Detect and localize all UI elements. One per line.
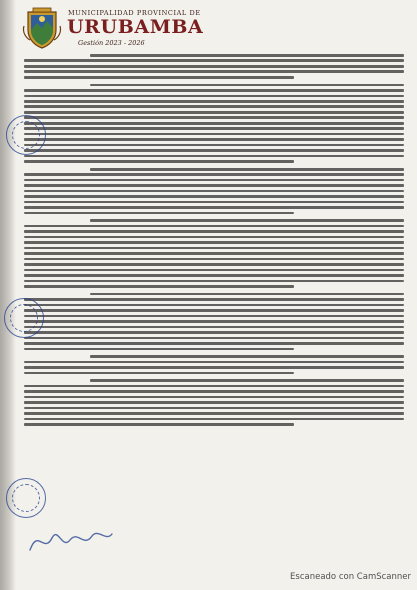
text-line	[24, 315, 404, 318]
municipal-coat-of-arms-icon	[20, 6, 64, 50]
text-line	[24, 179, 404, 182]
text-line	[24, 337, 404, 340]
text-line	[24, 269, 404, 272]
text-line	[24, 65, 404, 68]
text-line	[24, 241, 404, 244]
text-line	[24, 326, 404, 329]
text-line	[24, 331, 404, 334]
text-line	[90, 168, 404, 171]
text-line	[24, 225, 404, 228]
handwritten-signature	[26, 520, 116, 560]
text-line	[24, 160, 294, 163]
letterhead	[20, 6, 280, 52]
text-line	[24, 263, 404, 266]
body-paragraph	[24, 168, 404, 214]
text-line	[24, 230, 404, 233]
official-stamp	[6, 478, 46, 518]
official-stamp	[4, 298, 44, 338]
official-stamp	[6, 115, 46, 155]
text-line	[24, 201, 404, 204]
body-paragraph	[24, 54, 404, 79]
text-line	[24, 122, 404, 125]
text-line	[24, 89, 404, 92]
text-line	[24, 320, 404, 323]
institution-name: URUBAMBA	[67, 16, 204, 38]
institution-label: MUNICIPALIDAD PROVINCIAL DE	[68, 9, 201, 17]
text-line	[24, 258, 404, 261]
text-line	[90, 355, 404, 358]
text-line	[24, 59, 404, 62]
text-line	[24, 252, 404, 255]
text-line	[24, 401, 404, 404]
text-line	[24, 127, 404, 130]
text-line	[24, 304, 404, 307]
text-line	[24, 366, 404, 369]
text-line	[24, 236, 404, 239]
text-line	[24, 111, 404, 114]
text-line	[24, 298, 404, 301]
text-line	[24, 212, 294, 215]
text-line	[90, 84, 404, 87]
text-line	[24, 144, 404, 147]
text-line	[24, 195, 404, 198]
text-line	[24, 407, 404, 410]
text-line	[24, 274, 404, 277]
text-line	[24, 100, 404, 103]
text-line	[24, 385, 404, 388]
text-line	[24, 70, 404, 73]
body-paragraph	[24, 293, 404, 350]
text-line	[24, 190, 404, 193]
text-line	[24, 247, 404, 250]
text-line	[24, 105, 404, 108]
text-line	[24, 76, 294, 79]
text-line	[24, 412, 404, 415]
text-line	[90, 54, 404, 57]
text-line	[24, 280, 404, 283]
text-line	[24, 342, 404, 345]
body-paragraph	[24, 355, 404, 374]
text-line	[90, 219, 404, 222]
text-line	[24, 396, 404, 399]
text-line	[24, 155, 404, 158]
text-line	[24, 372, 294, 375]
text-line	[24, 133, 404, 136]
body-paragraph	[24, 379, 404, 425]
text-line	[24, 138, 404, 141]
text-line	[90, 379, 404, 382]
text-line	[24, 390, 404, 393]
text-line	[24, 361, 404, 364]
body-paragraph	[24, 219, 404, 287]
text-line	[24, 184, 404, 187]
administration-term: Gestión 2023 - 2026	[78, 39, 145, 47]
scanner-watermark: Escaneado con CamScanner	[290, 572, 411, 582]
text-line	[24, 348, 294, 351]
text-line	[24, 285, 294, 288]
text-line	[24, 423, 294, 426]
text-line	[24, 418, 404, 421]
text-line	[24, 206, 404, 209]
text-line	[24, 149, 404, 152]
text-line	[24, 173, 404, 176]
text-line	[90, 293, 404, 296]
text-line	[24, 309, 404, 312]
text-line	[24, 116, 404, 119]
resolution-body	[24, 54, 404, 554]
body-paragraph	[24, 84, 404, 163]
text-line	[24, 95, 404, 98]
